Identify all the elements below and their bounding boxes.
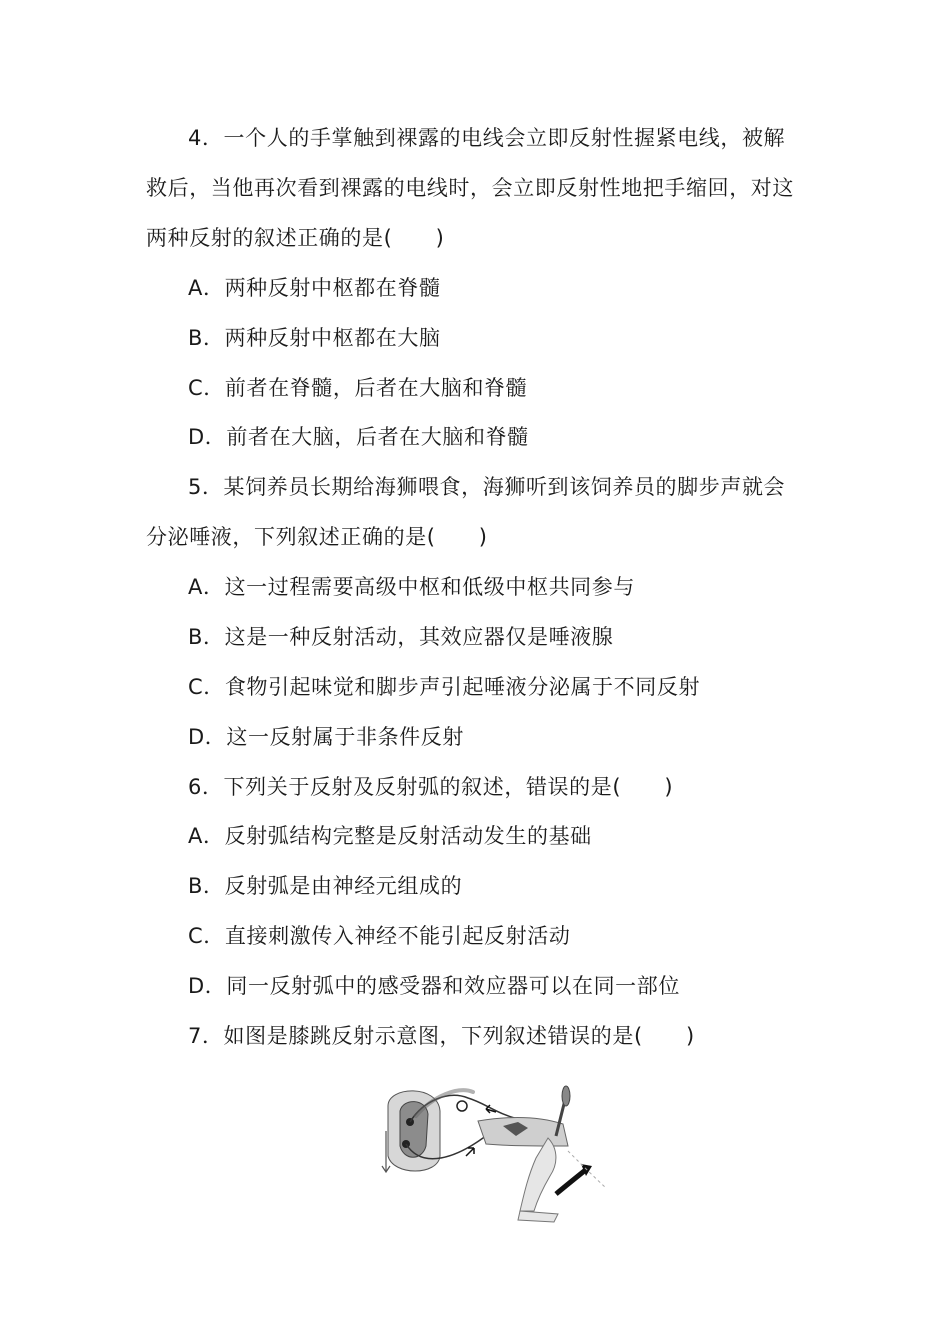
- thigh: [478, 1118, 568, 1146]
- lower-leg: [520, 1138, 556, 1211]
- q4-stem-line-2: 救后，当他再次看到裸露的电线时，会立即反射性地把手缩回，对这: [146, 176, 794, 200]
- q6-option-a: A．反射弧结构完整是反射活动发生的基础: [188, 824, 592, 848]
- q5-option-d: D．这一反射属于非条件反射: [188, 725, 464, 749]
- q6-option-c: C．直接刺激传入神经不能引起反射活动: [188, 924, 571, 948]
- q4-option-c: C．前者在脊髓，后者在大脑和脊髓: [188, 376, 528, 400]
- q5-option-c: C．食物引起味觉和脚步声引起唾液分泌属于不同反射: [188, 675, 701, 699]
- q4-option-a: A．两种反射中枢都在脊髓: [188, 276, 441, 300]
- kick-motion-arrow: [556, 1168, 588, 1194]
- efferent-arrow-icon: [466, 1148, 474, 1156]
- knee-jerk-reflex-diagram: [378, 1076, 613, 1226]
- q5-option-b: B．这是一种反射活动，其效应器仅是唾液腺: [188, 625, 614, 649]
- q6-option-b: B．反射弧是由神经元组成的: [188, 874, 463, 898]
- q5-stem-line-1: 5．某饲养员长期给海狮喂食，海狮听到该饲养员的脚步声就会: [188, 475, 786, 499]
- q4-stem-line-1: 4．一个人的手掌触到裸露的电线会立即反射性握紧电线，被解: [188, 126, 786, 150]
- sensory-ganglion: [457, 1101, 467, 1111]
- q4-option-b: B．两种反射中枢都在大脑: [188, 326, 441, 350]
- q7-stem: 7．如图是膝跳反射示意图，下列叙述错误的是( ): [188, 1024, 695, 1048]
- q4-option-d: D．前者在大脑，后者在大脑和脊髓: [188, 425, 529, 449]
- knee-jerk-figure-svg: [378, 1076, 613, 1226]
- q5-stem-line-2: 分泌唾液，下列叙述正确的是( ): [146, 525, 488, 549]
- q6-stem: 6．下列关于反射及反射弧的叙述，错误的是( ): [188, 775, 674, 799]
- reflex-hammer-head-icon: [562, 1086, 570, 1106]
- q6-option-d: D．同一反射弧中的感受器和效应器可以在同一部位: [188, 974, 680, 998]
- foot: [518, 1211, 558, 1222]
- q5-option-a: A．这一过程需要高级中枢和低级中枢共同参与: [188, 575, 635, 599]
- q4-stem-line-3: 两种反射的叙述正确的是( ): [146, 226, 445, 250]
